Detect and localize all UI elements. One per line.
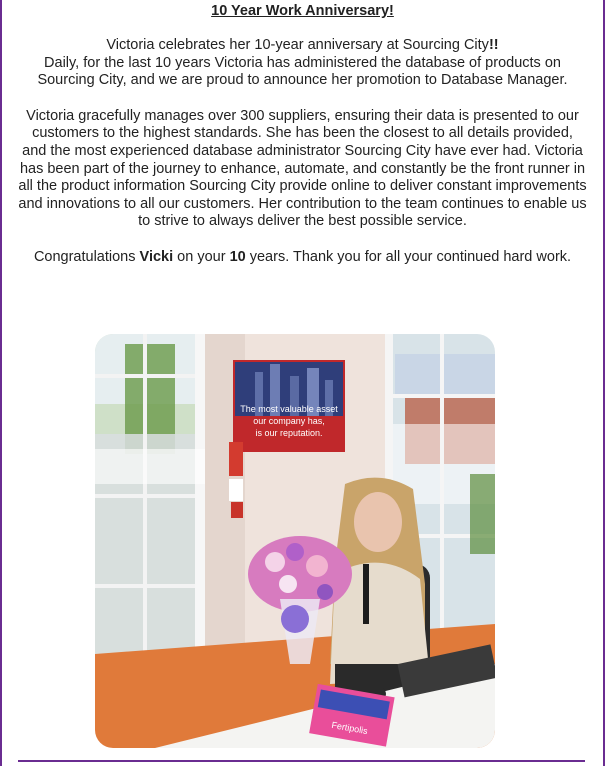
poster-line-1: The most valuable asset [240,404,338,414]
poster-line-2: our company has, [253,416,325,426]
anniversary-photo [95,334,495,748]
congrats-prefix: Congratulations [33,248,140,265]
intro-lead: Victoria celebrates her 10-year anniversary at Sourcing City [106,37,489,53]
announcement-body [18,0,587,267]
bottom-divider [18,760,585,762]
congrats-middle: on your [173,248,230,265]
intro-paragraph [18,37,587,90]
congratulations-paragraph [18,249,587,267]
congrats-years: 10 [229,248,246,265]
announcement-title: 10 Year Work Anniversary! [211,3,394,19]
details-paragraph: Victoria gracefully manages over 300 suppliers, ensuring their data is presented to our customers to the highest standards. She has been the closest to all details provided, and the most experienced database administrator Sourcing City have ever had. Victoria has been part of the journey to enhance, automate, and constantly be the front runner in all the product information Sourcing City provide online to deliver constant improvements and innovations to all our customers. Her contribution to the team continues to enable us to strive to always deliver the best possible service. [18,107,587,230]
congrats-name: Vicki [139,248,174,265]
intro-rest: Daily, for the last 10 years Victoria has administered the database of products on Sourcing City, and we are proud to announce her promotion to Database Manager. [37,54,568,89]
poster-line-3: is our reputation. [255,428,323,438]
bouquet-bow [281,605,309,633]
person-face [354,492,402,552]
leaflet-text: Fertipolis [330,719,369,737]
fire-sign [229,442,243,476]
intro-exclamation: !! [488,37,499,53]
congrats-suffix: years. Thank you for all your continued hard work. [245,248,572,265]
